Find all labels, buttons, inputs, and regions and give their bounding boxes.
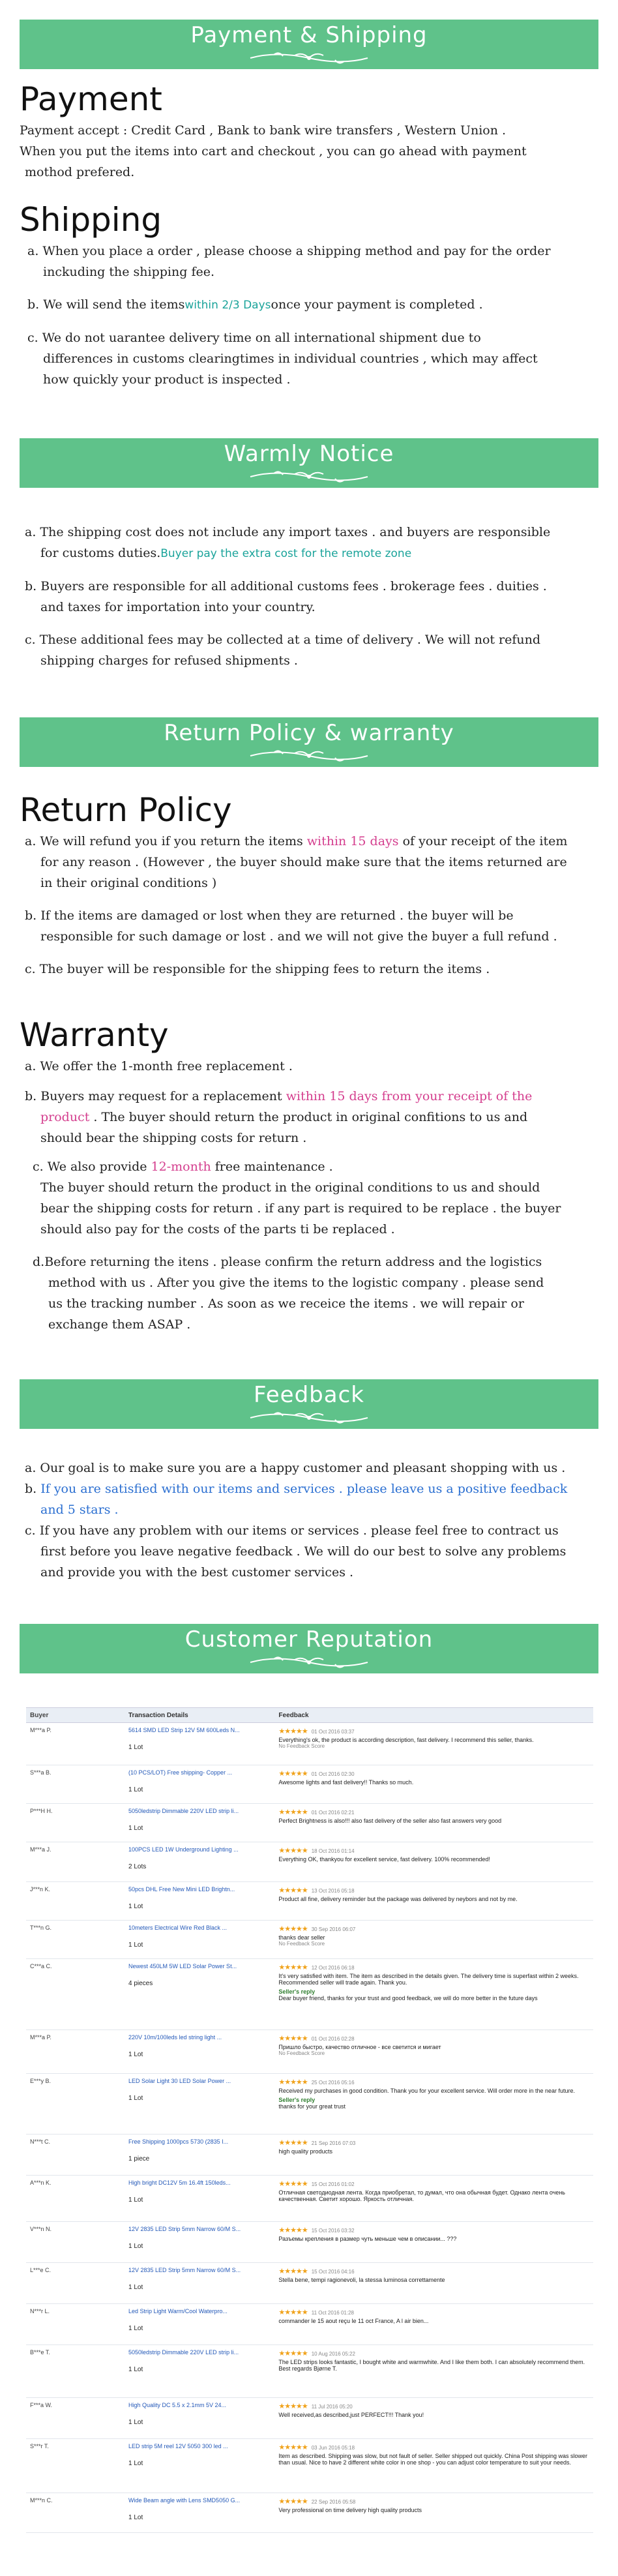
feedback-date: 22 Sep 2016 05:58 [311,2499,356,2505]
quantity: 1 Lot [128,2196,143,2204]
banner-title: Feedback [254,1382,364,1408]
transaction-cell [125,2176,274,2221]
star-rating-icon: ★★★★★ [278,2035,308,2043]
product-link[interactable]: Newest 450LM 5W LED Solar Power St... [128,1963,237,1969]
return-a-text: of your receipt of the item [398,834,568,848]
quantity: 2 Lots [128,1863,147,1870]
transaction-cell [125,1842,274,1881]
product-link[interactable]: 12V 2835 LED Strip 5mm Narrow 60/M S... [128,2267,241,2273]
feedback-item-c-cont: first before you leave negative feedback . We will do our best to solve any problems [40,1544,566,1559]
feedback-date: 15 Oct 2016 04:16 [311,2269,355,2275]
quantity: 1 Lot [128,1941,143,1949]
warranty-item-b-cont: should bear the shipping costs for return . [40,1131,307,1145]
star-rating-icon: ★★★★★ [278,2180,308,2188]
feedback-text: Пришло быстро, качество отличное - все светится и мигает [278,2044,441,2050]
buyer-name: M***a P. [30,2034,52,2041]
buyer-name: T***n G. [30,1925,52,1931]
star-rating-icon: ★★★★★ [278,1728,308,1735]
floral-ornament-icon [244,1655,374,1670]
table-row [26,2493,593,2533]
transaction-cell [125,2134,274,2175]
star-rating-icon: ★★★★★ [278,2498,308,2506]
quantity: 1 Lot [128,2051,143,2058]
buyer-name: M***a P. [30,1727,52,1733]
warranty-item-d-cont: method with us . After you give the items to the logistic company . please send [48,1276,544,1290]
table-row [26,2345,593,2398]
replacement-window-highlight: within 15 days from your receipt of the [286,1089,533,1103]
floral-ornament-icon [244,51,374,65]
quantity: 1 Lot [128,2325,143,2332]
star-rating-icon: ★★★★★ [278,2350,308,2358]
feedback-date: 01 Oct 2016 02:28 [311,2036,355,2042]
quantity: 1 Lot [128,1744,143,1751]
feedback-section [20,1458,593,1583]
buyer-name: V***n N. [30,2226,52,2232]
feedback-date: 10 Aug 2016 05:22 [311,2351,355,2357]
transaction-cell [125,2030,274,2073]
quantity: 1 Lot [128,2243,143,2250]
notice-item-c: c. These additional fees may be collected at a time of delivery . We will not refund [25,633,541,647]
feedback-score-note: No Feedback Score [278,1743,325,1749]
notice-item-a: a. The shipping cost does not include any import taxes . and buyers are responsible [25,525,551,539]
positive-feedback-highlight: If you are satisfied with our items and services . please leave us a positive feedback [40,1482,568,1496]
feedback-text: Разъемы крепления в размер чуть меньше чем в описании... ??? [278,2236,457,2242]
feedback-date: 21 Sep 2016 07:03 [311,2140,356,2146]
product-link[interactable]: Free Shipping 1000pcs 5730 (2835 I... [128,2138,229,2145]
quantity: 1 Lot [128,1903,143,1910]
product-link[interactable]: 12V 2835 LED Strip 5mm Narrow 60/M S... [128,2226,241,2232]
star-rating-icon: ★★★★★ [278,1925,308,1933]
floral-ornament-icon [244,749,374,763]
feedback-text: Well received,as described,just PERFECT!!! Thank you! [278,2412,424,2418]
star-rating-icon: ★★★★★ [278,2403,308,2410]
positive-feedback-highlight: and 5 stars . [40,1503,119,1517]
product-link[interactable]: Led Strip Light Warm/Cool Waterpro... [128,2308,228,2314]
maintenance-highlight: 12-month [151,1160,211,1174]
product-link[interactable]: LED strip 5M reel 12V 5050 300 led ... [128,2443,228,2449]
table-row [26,1921,593,1959]
table-row [26,2074,593,2134]
remote-zone-highlight: Buyer pay the extra cost for the remote zone [160,547,412,560]
buyer-name: N***r L. [30,2308,50,2314]
star-rating-icon: ★★★★★ [278,2078,308,2086]
transaction-cell [125,2074,274,2134]
warranty-c-text: c. We also provide [33,1160,151,1174]
shipping-item-b [20,294,593,316]
feedback-cell [274,2439,593,2493]
table-row [26,2176,593,2222]
feedback-cell [274,1765,593,1803]
feedback-cell [274,2176,593,2221]
feedback-date: 01 Oct 2016 03:37 [311,1729,355,1735]
warranty-item-c-cont: bear the shipping costs for return . if any part is required to be replace . the buyer [40,1201,561,1216]
feedback-cell [274,2030,593,2073]
transaction-cell [125,1921,274,1958]
warranty-b-text: . The buyer should return the product in original confitions to us and [89,1110,528,1124]
feedback-text: Item as described. Shipping was slow, but not fault of seller. Seller shipped out quickly. China Post shipping was slower than usual. Nice to have 2 different white color in one shop - you can adjust color temperature to suit your needs. [278,2453,588,2466]
floral-ornament-icon [244,470,374,484]
return-a-text: a. We will refund you if you return the items [25,834,307,848]
star-rating-icon: ★★★★★ [278,2139,308,2147]
buyer-name: J***n K. [30,1886,51,1893]
star-rating-icon: ★★★★★ [278,1770,308,1778]
quantity: 1 Lot [128,2460,143,2467]
feedback-date: 01 Oct 2016 02:21 [311,1810,355,1816]
star-rating-icon: ★★★★★ [278,2268,308,2275]
star-rating-icon: ★★★★★ [278,1847,308,1855]
feedback-text: Perfect Brightness is also!!! also fast delivery of the seller also fast answers very good [278,1818,502,1824]
feedback-text: high quality products [278,2148,332,2155]
floral-ornament-icon [244,1411,374,1425]
feedback-text: Отличная светодиодная лента. Когда приобретал, то думал, что она обычная будет. Однако лента очень качественная. Светит хорошо. Яркость отличная. [278,2189,565,2202]
feedback-text: Received my purchases in good condition. Thank you for your excellent service. Will order more in the near future. [278,2088,575,2094]
warmly-notice-section [20,522,593,671]
feedback-text: Very professional on time delivery high quality products [278,2507,422,2513]
notice-item-b: b. Buyers are responsible for all additional customs fees . brokerage fees . duities . [25,579,547,593]
product-link[interactable]: LED Solar Light 30 LED Solar Power ... [128,2078,231,2084]
feedback-text: Everything OK, thankyou for excellent service, fast delivery. 100% recommended! [278,1856,490,1863]
feedback-cell [274,1842,593,1881]
buyer-name: M***n C. [30,2497,53,2504]
payment-heading: Payment [20,80,162,118]
table-row [26,2134,593,2176]
feedback-cell [274,1921,593,1958]
feedback-cell [274,2134,593,2175]
feedback-score-note: No Feedback Score [278,1941,325,1947]
feedback-text: The LED strips looks fantastic, I bought white and warmwhite. And I like them both. I can absolutely recommend them. Best regards Bjørne T. [278,2359,585,2372]
warranty-item-c-cont: The buyer should return the product in the original conditions to us and should [40,1180,540,1195]
notice-item-b-cont: and taxes for importation into your country. [40,600,316,614]
table-row [26,1765,593,1804]
warranty-item-d-cont: us the tracking number . As soon as we receice the items . we will repair or [48,1296,524,1311]
shipping-item-c-cont: differences in customs clearingtimes in individual countries , which may affect [43,352,538,366]
feedback-text: Awesome lights and fast delivery!! Thanks so much. [278,1779,414,1786]
buyer-name: M***a J. [30,1846,52,1853]
product-link[interactable]: (10 PCS/LOT) Free shipping- Copper ... [128,1769,233,1776]
table-body [26,1723,593,2533]
return-item-a [20,831,593,852]
banner-title: Customer Reputation [184,1626,434,1653]
feedback-cell [274,1804,593,1842]
table-header [26,1707,593,1723]
transaction-cell [125,2304,274,2344]
feedback-item-c: c. If you have any problem with our items or services . please feel free to contract us [25,1523,559,1538]
quantity: 1 Lot [128,2284,143,2291]
star-rating-icon: ★★★★★ [278,1808,308,1816]
buyer-name: E***y B. [30,2078,52,2084]
shipping-b-text: once your payment is completed . [271,297,483,312]
transaction-cell [125,2439,274,2493]
star-rating-icon: ★★★★★ [278,1887,308,1895]
transaction-cell [125,2222,274,2262]
seller-reply-label: Seller's reply [278,1988,316,1995]
section-banner-return-policy [20,717,598,767]
table-row [26,1804,593,1842]
feedback-date: 11 Oct 2016 01:28 [311,2310,354,2316]
feedback-date: 03 Jun 2016 05:18 [311,2445,355,2451]
feedback-item-b [20,1478,593,1499]
feedback-cell [274,2493,593,2532]
warranty-item-b [20,1086,593,1107]
quantity: 1 Lot [128,2419,143,2426]
seller-reply-text: Dear buyer friend, thanks for your trust and good feedback, we will do more better in the future days [278,1995,538,2001]
feedback-item-a: a. Our goal is to make sure you are a happy customer and pleasant shopping with us . [25,1461,566,1475]
quantity: 1 Lot [128,2366,143,2373]
product-link[interactable]: 220V 10m/100leds led string light ... [128,2034,222,2041]
product-link[interactable]: 5050ledstrip Dimmable 220V LED strip li... [128,1808,239,1814]
warranty-item-b-cont [20,1107,593,1128]
star-rating-icon: ★★★★★ [278,2444,308,2451]
return-item-a-cont: for any reason . (However , the buyer should make sure that the items returned are [40,855,567,869]
warranty-item-c-cont: should also pay for the costs of the parts ti be replaced . [40,1222,395,1236]
feedback-date: 18 Oct 2016 01:14 [311,1848,355,1854]
transaction-cell [125,1804,274,1842]
feedback-date: 11 Jul 2016 05:20 [311,2404,353,2410]
buyer-name: N***t C. [30,2138,51,2145]
notice-item-c-cont: shipping charges for refused shipments . [40,653,298,668]
feedback-date: 15 Oct 2016 03:32 [311,2228,355,2234]
shipping-item-a-cont: inckuding the shipping fee. [43,265,215,279]
shipping-b-text: b. We will send the items [27,297,185,312]
feedback-cell [274,2074,593,2134]
section-banner-feedback [20,1379,598,1429]
transaction-cell [125,1959,274,2029]
shipping-item-c: c. We do not uarantee delivery time on all international shipment due to [27,331,481,345]
buyer-name: L***e C. [30,2267,52,2273]
quantity: 1 Lot [128,1786,143,1793]
feedback-table [26,1707,593,2533]
delivery-highlight: within 2/3 Days [184,299,271,312]
feedback-b-text: b. [25,1482,41,1496]
banner-title: Return Policy & warranty [164,720,454,746]
feedback-text: Product all fine, delivery reminder but the package was delivered by neybors and not by me. [278,1896,518,1902]
table-row [26,1882,593,1921]
table-row [26,2398,593,2439]
feedback-date: 01 Oct 2016 02:30 [311,1771,355,1777]
warranty-item-d: d.Before returning the itens . please confirm the return address and the logistics [33,1255,542,1269]
feedback-cell [274,1723,593,1765]
star-rating-icon: ★★★★★ [278,2226,308,2234]
payment-line: When you put the items into cart and checkout , you can go ahead with payment [20,144,527,158]
section-banner-customer-reputation [20,1624,598,1673]
notice-a-text: for customs duties. [40,546,161,560]
banner-title: Warmly Notice [224,441,394,467]
warranty-c-text: free maintenance . [211,1160,333,1174]
warranty-item-a: a. We offer the 1-month free replacement . [25,1059,293,1073]
table-row [26,1959,593,2030]
star-rating-icon: ★★★★★ [278,1964,308,1971]
product-link[interactable]: 5050ledstrip Dimmable 220V LED strip li... [128,2349,239,2356]
banner-title: Payment & Shipping [190,22,428,48]
column-header-transaction: Transaction Details [128,1711,188,1719]
feedback-cell [274,2263,593,2303]
quantity: 1 Lot [128,2514,143,2521]
table-row [26,1842,593,1882]
seller-reply-text: thanks for your great trust [278,2103,346,2110]
payment-line: Payment accept : Credit Card , Bank to bank wire transfers , Western Union . [20,123,507,138]
warranty-section [20,1014,593,1335]
table-row [26,2030,593,2074]
feedback-text: Everything's ok, the product is according description, fast delivery. I recommend this seller, thanks. [278,1737,534,1743]
feedback-date: 25 Oct 2016 05:16 [311,2080,355,2086]
column-header-feedback: Feedback [278,1711,309,1719]
transaction-cell [125,2345,274,2397]
warranty-b-text: b. Buyers may request for a replacement [25,1089,286,1103]
buyer-name: F***a W. [30,2402,53,2408]
buyer-name: S***r T. [30,2443,49,2449]
quantity: 4 pieces [128,1980,153,1987]
product-link[interactable]: 10meters Electrical Wire Red Black ... [128,1925,228,1931]
quantity: 1 piece [128,2155,150,2163]
quantity: 1 Lot [128,2095,143,2102]
shipping-section [20,199,593,390]
feedback-item-b-cont [20,1499,593,1520]
shipping-item-a: a. When you place a order , please choose a shipping method and pay for the order [27,244,551,258]
transaction-cell [125,1882,274,1920]
quantity: 1 Lot [128,1825,143,1832]
warranty-item-d-cont: exchange them ASAP . [48,1317,191,1332]
buyer-name: B***e T. [30,2349,50,2356]
product-link[interactable]: 50pcs DHL Free New Mini LED Brightn... [128,1886,235,1893]
return-item-b: b. If the items are damaged or lost when they are returned . the buyer will be [25,908,514,923]
return-policy-section [20,789,593,980]
return-item-c: c. The buyer will be responsible for the shipping fees to return the items . [25,962,490,976]
feedback-date: 12 Oct 2016 06:18 [311,1965,355,1971]
replacement-window-highlight: product [40,1110,90,1124]
warranty-heading: Warranty [20,1016,169,1054]
feedback-text: It's very satisfied with item. The item as described in the details given. The delivery time is superfast within 2 weeks. Recommended seller will trade again. Thank you. [278,1973,579,1986]
feedback-item-c-cont: and provide you with the best customer services . [40,1565,354,1580]
product-link[interactable]: High bright DC12V 5m 16.4ft 150leds... [128,2179,231,2186]
buyer-name: P***H H. [30,1808,53,1814]
table-row [26,2304,593,2345]
product-link[interactable]: 5614 SMD LED Strip 12V 5M 600Leds N... [128,1727,240,1733]
shipping-heading: Shipping [20,201,162,239]
notice-item-a-cont [20,543,593,564]
payment-line: mothod prefered. [25,165,135,179]
shipping-item-c-cont: how quickly your product is inspected . [43,372,291,387]
feedback-text: Stella bene, tempi ragionevoli, la stessa luminosa correttamente [278,2277,445,2283]
feedback-cell [274,2398,593,2438]
warranty-item-c [20,1156,593,1177]
feedback-cell [274,1882,593,1920]
table-row [26,2222,593,2263]
feedback-score-note: No Feedback Score [278,2050,325,2056]
column-header-buyer: Buyer [30,1711,49,1719]
buyer-name: C***a C. [30,1963,52,1969]
transaction-cell [125,1723,274,1765]
payment-section [20,78,593,183]
feedback-text: commander le 15 aout reçu le 11 oct France, A l air bien... [278,2318,429,2324]
feedback-date: 30 Sep 2016 06:07 [311,1926,356,1932]
return-policy-heading: Return Policy [20,791,232,829]
refund-window-highlight: within 15 days [306,834,399,848]
product-link[interactable]: Wide Beam angle with Lens SMD5050 G... [128,2497,241,2504]
section-banner-payment-shipping [20,20,598,69]
feedback-cell [274,2222,593,2262]
transaction-cell [125,2493,274,2532]
feedback-date: 15 Oct 2016 01:02 [311,2181,355,2187]
feedback-text: thanks dear seller [278,1934,325,1941]
feedback-cell [274,2304,593,2344]
return-item-a-cont: in their original conditions ) [40,876,217,890]
transaction-cell [125,1765,274,1803]
return-item-b-cont: responsible for such damage or lost . and we will not give the buyer a full refund . [40,929,557,944]
buyer-name: A***n K. [30,2179,52,2186]
feedback-date: 13 Oct 2016 05:18 [311,1888,355,1894]
feedback-cell [274,2345,593,2397]
section-banner-warmly-notice [20,438,598,488]
table-row [26,2439,593,2493]
star-rating-icon: ★★★★★ [278,2309,308,2316]
product-link[interactable]: High Quality DC 5.5 x 2.1mm 5V 24... [128,2402,227,2408]
transaction-cell [125,2263,274,2303]
feedback-cell [274,1959,593,2029]
buyer-name: S***a B. [30,1769,52,1776]
table-row [26,1723,593,1765]
transaction-cell [125,2398,274,2438]
table-row [26,2263,593,2304]
seller-reply-label: Seller's reply [278,2097,316,2103]
product-link[interactable]: 100PCS LED 1W Underground Lighting ... [128,1846,239,1853]
